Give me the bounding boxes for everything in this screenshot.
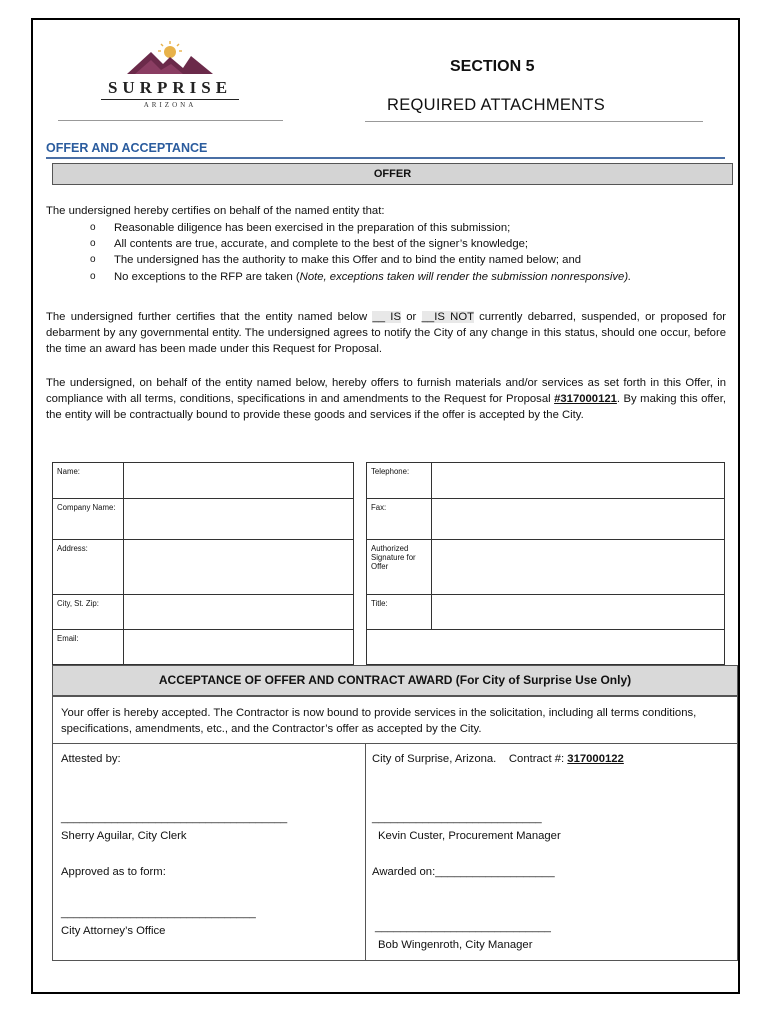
email-field[interactable] — [124, 630, 354, 665]
list-item: o Reasonable diligence has been exercised in the preparation of this submission; — [90, 220, 631, 236]
signature-label: Authorized Signature for Offer — [367, 540, 432, 595]
company-label: Company Name: — [53, 499, 124, 540]
approved-label: Approved as to form: — [61, 866, 166, 878]
text: The undersigned, on behalf of the entity named below, hereby offers to furnish materials and/or services as set forth in this Offer, in compliance with all terms, conditions, specifications in and amendments to the Request for Proposal — [46, 377, 726, 405]
awarded-on-field[interactable]: Awarded on:___________________ — [372, 866, 555, 878]
company-field[interactable] — [124, 499, 354, 540]
telephone-label: Telephone: — [367, 463, 432, 499]
attorney-signature-line[interactable]: _______________________________ — [61, 907, 256, 919]
certification-list — [90, 220, 631, 285]
offeror-info-table — [52, 462, 725, 665]
attorney-label: City Attorney’s Office — [61, 925, 166, 937]
name-label: Name: — [53, 463, 124, 499]
city-manager-signature-line[interactable]: ____________________________ — [375, 921, 551, 933]
bullet-note: Note, exceptions taken will render the submission nonresponsive). — [299, 270, 632, 283]
city-label: City, St. Zip: — [53, 595, 124, 630]
is-not-checkbox[interactable]: __IS NOT — [421, 311, 474, 323]
acceptance-section — [52, 696, 738, 961]
debarment-paragraph — [46, 309, 726, 357]
surprise-logo — [95, 40, 245, 109]
text: City of Surprise, Arizona. — [372, 753, 497, 765]
title-field[interactable] — [432, 595, 725, 630]
fax-label: Fax: — [367, 499, 432, 540]
list-item: o All contents are true, accurate, and complete to the best of the signer’s knowledge; — [90, 236, 631, 252]
section-subtitle: REQUIRED ATTACHMENTS — [387, 96, 606, 114]
acceptance-bar: ACCEPTANCE OF OFFER AND CONTRACT AWARD (For City of Surprise Use Only) — [52, 665, 738, 696]
text: Contract #: — [508, 753, 568, 765]
manager-signature-line[interactable]: ___________________________ — [372, 812, 542, 824]
acceptance-text: Your offer is hereby accepted. The Contractor is now bound to provide services in the solicitation, including all terms conditions, specifications, amendments, etc., and the Contractor’s offer as accepted by the City. — [61, 707, 697, 735]
divider — [365, 743, 366, 961]
list-item: o The undersigned has the authority to make this Offer and to bind the entity named below; and — [90, 252, 631, 268]
offer-bar: OFFER — [52, 163, 733, 185]
email-label: Email: — [53, 630, 124, 665]
clerk-signature-line[interactable]: ____________________________________ — [61, 812, 288, 824]
title-label: Title: — [367, 595, 432, 630]
clerk-name: Sherry Aguilar, City Clerk — [61, 830, 187, 842]
section-title: SECTION 5 — [450, 58, 535, 75]
list-item — [90, 269, 631, 285]
contract-number: 317000122 — [567, 753, 624, 765]
rfp-number: #317000121 — [554, 393, 617, 405]
text: . By making this offer, the entity will be contractually bound to provide these goods and services if the offer is accepted by the City. — [46, 393, 726, 421]
divider — [53, 743, 737, 744]
fax-field[interactable] — [432, 499, 725, 540]
text: or — [400, 311, 422, 323]
is-checkbox[interactable]: __ IS — [372, 311, 401, 323]
address-label: Address: — [53, 540, 124, 595]
logo-subtitle: ARIZONA — [143, 101, 197, 109]
divider — [58, 120, 283, 121]
offer-acceptance-heading: OFFER AND ACCEPTANCE — [46, 141, 208, 155]
city-field[interactable] — [124, 595, 354, 630]
text: The undersigned further certifies that the entity named below — [46, 311, 373, 323]
offer-paragraph — [46, 375, 726, 423]
bullet-text: No exceptions to the RFP are taken ( — [114, 270, 300, 283]
city-award-line — [372, 753, 624, 765]
telephone-field[interactable] — [432, 463, 725, 499]
name-field[interactable] — [124, 463, 354, 499]
logo-wordmark: SURPRISE — [101, 78, 239, 100]
address-field[interactable] — [124, 540, 354, 595]
text: currently debarred, suspended, or proposed for debarment by any governmental entity. The undersigned agrees to notify the City of any change in this status, should one occur, before the time an award has been made under this Request for Proposal. — [46, 311, 726, 355]
city-manager-name: Bob Wingenroth, City Manager — [378, 939, 533, 951]
divider — [365, 121, 703, 122]
empty-cell — [367, 630, 725, 665]
signature-field[interactable] — [432, 540, 725, 595]
intro-text: The undersigned hereby certifies on behalf of the named entity that: — [46, 205, 385, 217]
mountain-sun-icon — [125, 40, 215, 76]
manager-name: Kevin Custer, Procurement Manager — [378, 830, 561, 842]
attested-label: Attested by: — [61, 753, 121, 765]
heading-rule — [46, 157, 725, 159]
